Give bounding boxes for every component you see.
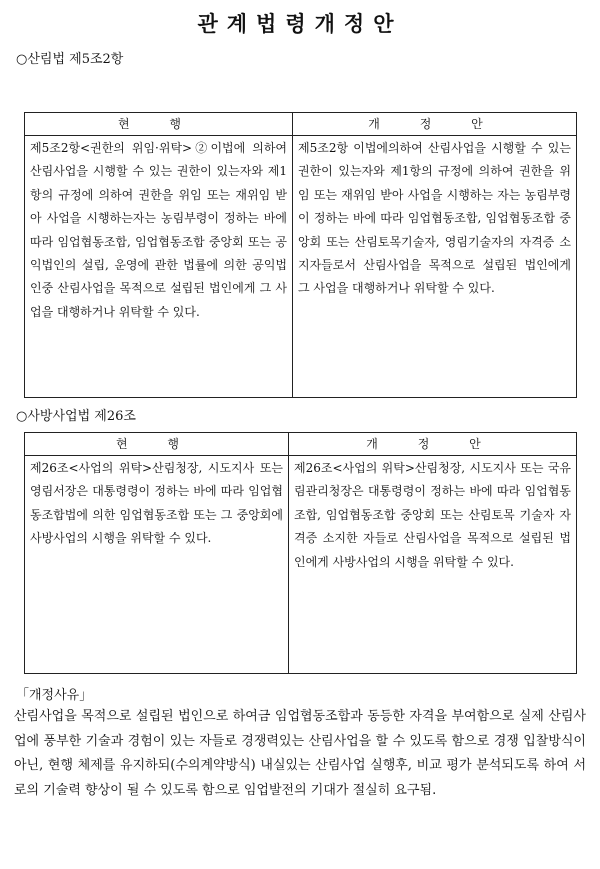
table-row [25, 136, 577, 398]
column-header-current: 현 행 [25, 113, 293, 136]
table-header-row [25, 433, 577, 456]
section-label-forest-law: ○산림법 제5조2항 [16, 52, 124, 67]
comparison-table-forest-law [24, 112, 577, 398]
section-label-erosion-control-law: ○사방사업법 제26조 [16, 409, 136, 424]
revised-text-cell: 제26조<사업의 위탁>산림청장, 시도지사 또는 국유림관리청장은 대통령령이 정하는 바에 따라 임업협동조합, 임업협동조합 중앙회 또는 산림토목 기술자 자격증 소지한 자들로 산림사업을 목적으로 설립된 법인에게 사방사업의 시행을 위탁할 수 있다. [289, 456, 577, 674]
current-text-cell: 제26조<사업의 위탁>산림청장, 시도지사 또는 영림서장은 대통령령이 정하는 바에 따라 임업협동조합법에 의한 임업협동조합 또는 그 중앙회에 사방사업의 시행을 위탁할 수 있다. [25, 456, 289, 674]
comparison-table-erosion-control-law [24, 432, 577, 674]
table-header-row [25, 113, 577, 136]
column-header-revised: 개 정 안 [293, 113, 577, 136]
column-header-revised: 개 정 안 [289, 433, 577, 456]
document-title: 관계법령개정안 [197, 11, 403, 36]
revised-text-cell: 제5조2항 이법에의하여 산림사업을 시행할 수 있는 권한이 있는자와 제1항의 규정에 의하여 권한을 위임 또는 재위임 받아 사업을 시행하는 자는 농림부령이 정하는 바에 따라 임업협동조합, 임업협동조합 중앙회 또는 산림토목기술자, 영림기술자의 자격증 소지자들로서 산림사업을 목적으로 설립된 법인에게 그 사업을 대행하거나 위탁할 수 있다. [293, 136, 577, 398]
reason-body: 산림사업을 목적으로 설립된 법인으로 하여금 임업협동조합과 동등한 자격을 부여함으로 실제 산림사업에 풍부한 기술과 경험이 있는 자들로 경쟁력있는 산림사업을 할 수 있도록 함으로 경쟁 입찰방식이 아닌, 현행 체제를 유지하되(수의계약방식) 내실있는 산림사업 실행후, 비교 평가 분석되도록 하여 서로의 기술력 향상이 될 수 있도록 함으로 임업발전의 기대가 절실히 요구됨. [14, 709, 586, 798]
current-text-cell: 제5조2항<권한의 위임·위탁>②이법에 의하여 산림사업을 시행할 수 있는 권한이 있는자와 제1항의 규정에 의하여 권한을 위임 또는 재위임 받아 사업을 시행하는자는 농림부령이 정하는 바에 따라 임업협동조합, 임업협동조합 중앙회 또는 공익법인의 설립, 운영에 관한 법률에 의한 공익법인중 산림사업을 목적으로 설립된 법인에게 그 사업을 대행하거나 위탁할 수 있다. [25, 136, 293, 398]
table-row [25, 456, 577, 674]
reason-label: 「개정사유」 [16, 688, 93, 703]
column-header-current: 현 행 [25, 433, 289, 456]
